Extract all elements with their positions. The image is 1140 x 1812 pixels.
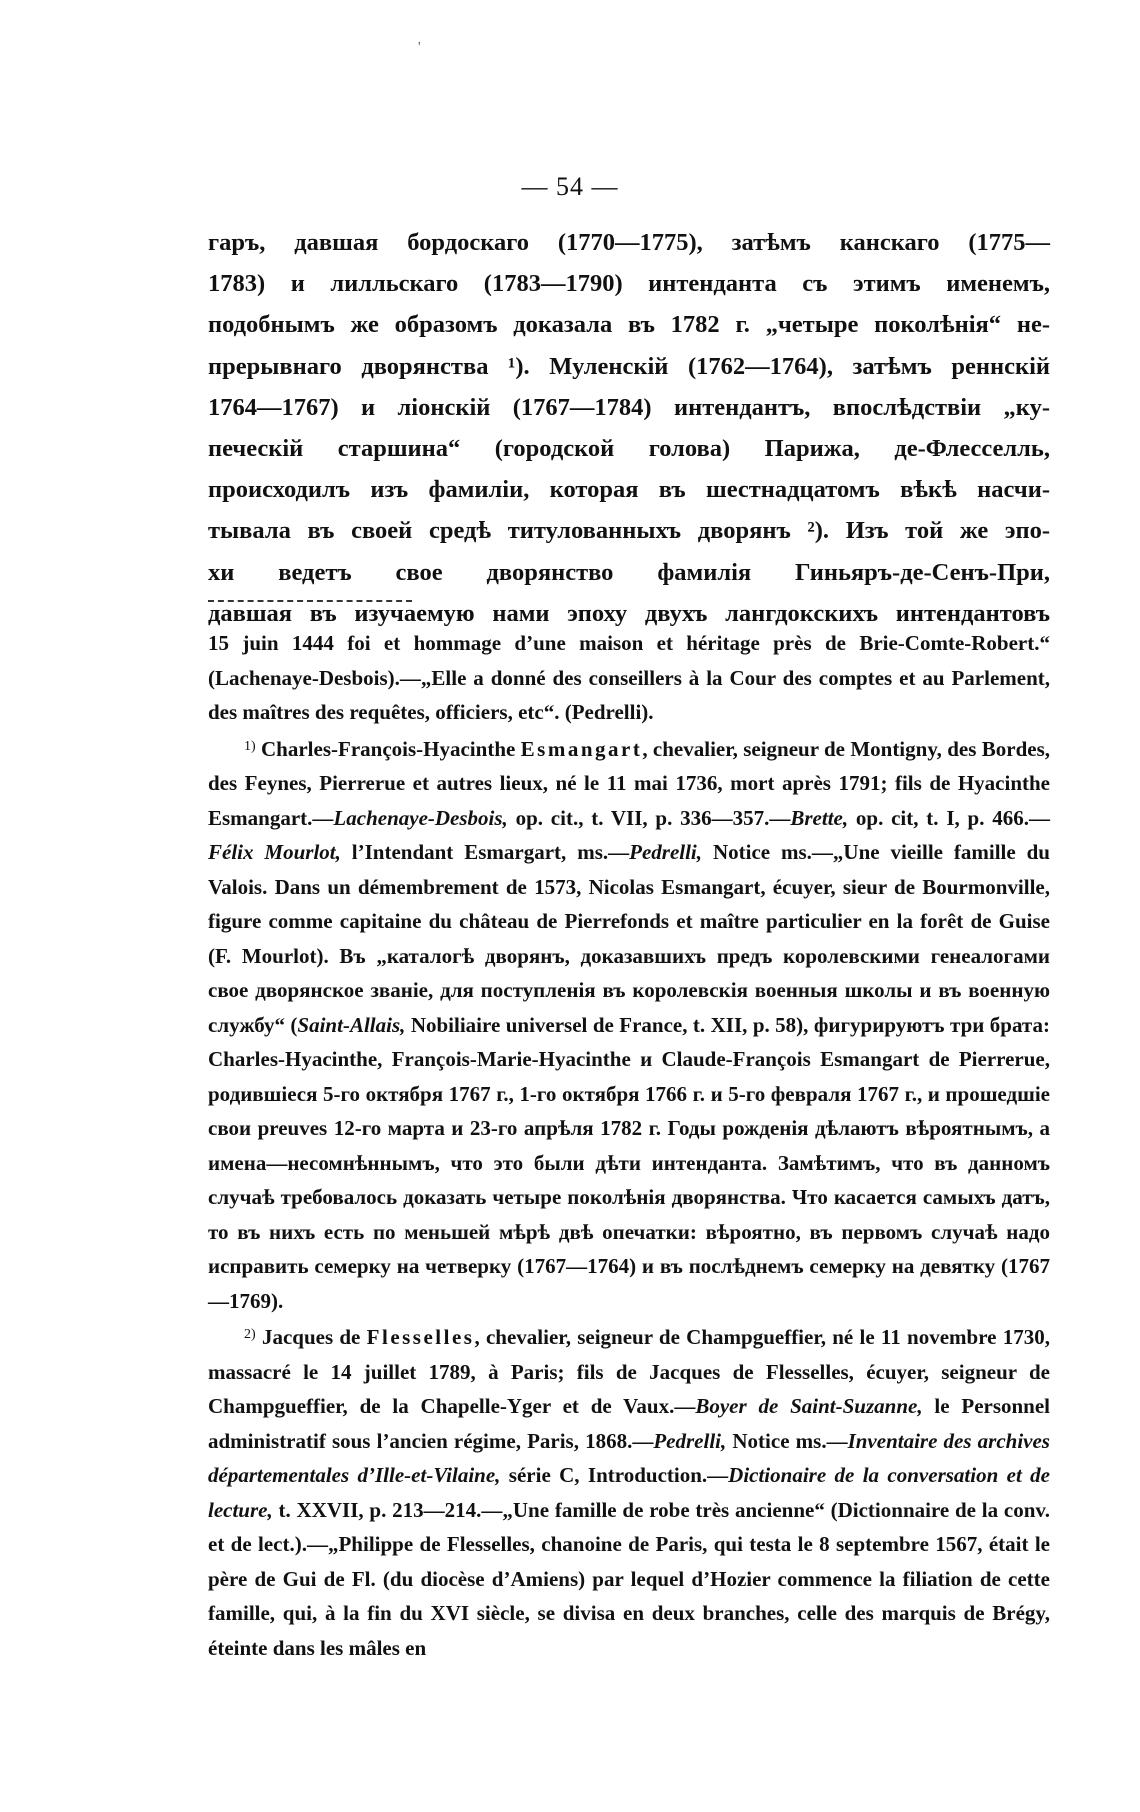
main-text-line: давшая въ изучаемую нами эпоху двухъ лангдокскихъ интендантовъ [208,599,1050,627]
footnote-text: Nobiliaire universel de France, t. XII, p. 58), фигурируютъ три брата: Charles-Hyacinthe, François-Marie-Hyacinthe и Claude-François Esmangart de Pierrerue, родившіеся 5-го октября 1767 г., 1-го октября 1766 г. и 5-го февраля 1767 г., и прошедшіе свои preuves 12-го марта и 23-го апрѣля 1782 г. Годы рожденія дѣлаютъ вѣроятнымъ, а имена—несомнѣннымъ, что это были дѣти интенданта. Замѣтимъ, что въ данномъ случаѣ требовалось доказать четыре поколѣнія дворянства. Что касается самыхъ датъ, то въ нихъ есть по меньшей мѣрѣ двѣ опечатки: вѣроятно, въ первомъ случаѣ надо исправить семерку на четверку (1767—1764) и въ послѣднемъ семерку на девятку (1767—1769). [208,1012,1050,1313]
citation: Lachenaye-Desbois, [333,805,508,830]
footnote-marker: 1) [244,738,256,754]
citation: Saint-Allais, [297,1012,406,1037]
footnote-text: le Personnel administratif sous l’ancien régime, Paris, 1868.— [208,1394,1051,1453]
footnote-divider [208,600,412,602]
footnote-continuation: 15 juin 1444 foi et hommage d’une maison et héritage près de Brie-Comte-Robert.“ (Lachenaye-Desbois).—„Elle a donné des conseillers à la Cour des comptes et au Parlement, des maîtres des requêtes, officiers, etc“. (Pedrelli). [208,631,1050,724]
citation: Dictionaire de la conversation et de lecture, [208,1463,1050,1522]
footnote-1 [208,730,1050,1319]
footnote-marker: 2) [244,1327,256,1342]
citation: Pedrelli, [629,840,703,864]
footnote-text: op. cit., t. VII, p. 336—357.— [507,805,791,830]
footnote-text: série C, Introduction.— [500,1463,729,1487]
main-text-line: печескій старшина“ (городской голова) Парижа, де-Флесселль, [208,435,1050,463]
footnote-2 [208,1318,1050,1665]
main-text-line: подобнымъ же образомъ доказала въ 1782 г. „четыре поколѣнія“ не- [208,311,1050,339]
stray-mark: ' [418,40,421,55]
page-number: — 54 — [521,172,619,201]
main-text-line: тывала въ своей средѣ титулованныхъ дворянъ ²). Изъ той же эпо- [208,517,1050,545]
main-text-line: прерывнаго дворянства ¹). Муленскій (1762—1764), затѣмъ реннскій [208,352,1050,380]
main-text-line: происходилъ изъ фамиліи, которая въ шестнадцатомъ вѣкѣ насчи- [208,476,1050,504]
footnote-text: t. XXVII, p. 213—214.—„Une famille de robe très ancienne“ (Dictionnaire de la conv. et de lect.).—„Philippe de Flesselles, chanoine de Paris, qui testa le 8 septembre 1567, était le père de Gui de Fl. (du diocèse d’Amiens) par lequel d’Hozier commence la filiation de cette famille, qui, à la fin du XVI siècle, se divisa en deux branches, celle des marquis de Brégy, éteinte dans les mâles en [208,1497,1050,1660]
footnote-text: , chevalier, seigneur de Champgueffier, né le 11 novembre 1730, massacré le 14 juillet 1789, à Paris; fils de Jacques de Flesselles, écuyer, seigneur de Champgueffier, de la Chapelle-Yger et de Vaux.— [208,1325,1050,1418]
main-text-line: 1764—1767) и ліонскій (1767—1784) интендантъ, впослѣдствіи „ку- [208,393,1050,421]
citation: Boyer de Saint-Suzanne, [695,1394,923,1418]
footnote-text: op. cit, t. I, p. 466.— [848,805,1050,830]
surname: Flesselles [366,1325,475,1349]
main-text [208,222,1050,634]
citation: Inventaire des archives départementales d’Ille-et-Vilaine, [208,1428,1050,1487]
footnote-text: Charles-François-Hyacinthe [261,736,521,761]
citation: Félix Mourlot, [208,840,341,864]
main-text-line: хи ведетъ свое дворянство фамилія Гиньяръ-де-Сенъ-При, [208,558,1050,586]
main-text-line: гаръ, давшая бордоскаго (1770—1775), затѣмъ канскаго (1775— [208,229,1050,256]
surname: Esmangart [520,736,643,761]
footnote-text: Jacques de [261,1325,367,1349]
footnote-text: Notice ms.— [726,1428,848,1453]
citation: Brette, [790,805,849,830]
footnote-text: , chevalier, seigneur de Montigny, des Bordes, des Feynes, Pierrerue et autres lieux, né le 11 mai 1736, mort après 1791; fils de Hyacinthe Esmangart.— [208,736,1051,830]
main-text-line: 1783) и лилльскаго (1783—1790) интенданта съ этимъ именемъ, [208,270,1050,298]
footnotes [208,626,1050,1665]
citation: Pedrelli, [653,1428,727,1453]
footnote-text: l’Intendant Esmargart, ms.— [340,840,630,864]
footnote-text: Notice ms.—„Une vieille famille du Valois. Dans un démembrement de 1573, Nicolas Esmangart, écuyer, sieur de Bourmonville, figure comme capitaine du château de Pierrefonds et maître particulier en la forêt de Guise (F. Mourlot). Въ „каталогѣ дворянъ, доказавшихъ предъ королевскими генеалогами свое дворянское званіе, для поступленія въ королевскія военныя школы и въ военную службу“ ( [208,840,1050,1037]
